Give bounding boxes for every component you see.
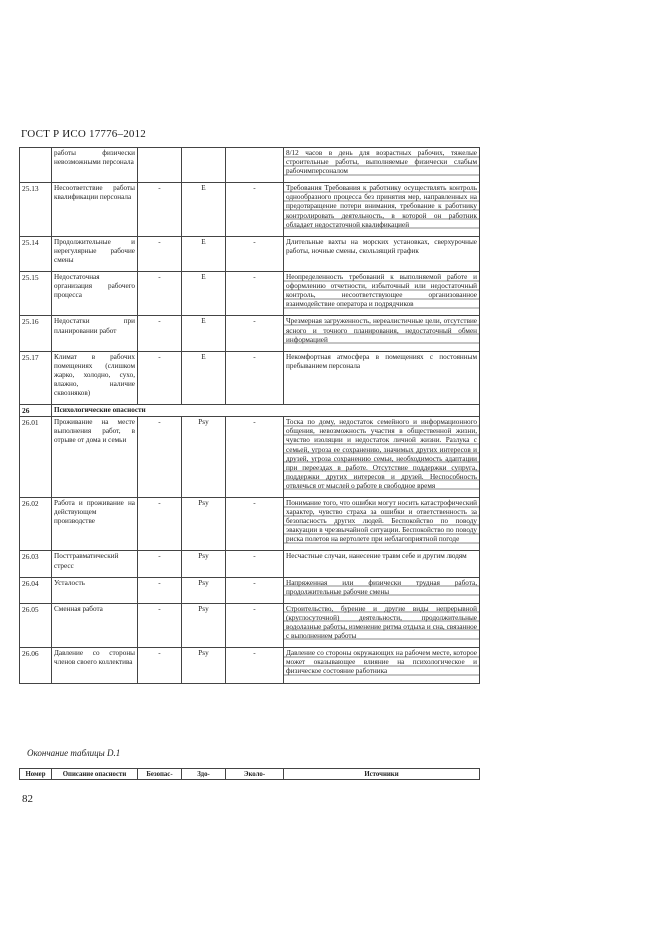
safety-cell: - bbox=[138, 498, 182, 551]
hazard-sources: Строительство, бурение и другие виды непрерывной (круглосуточной) деятельности, продолжительные водолазные работы, изменение ритма отдыха и сна, связанное с выполнением работы bbox=[284, 603, 480, 647]
safety-cell: - bbox=[138, 183, 182, 236]
header-safety: Безопас- bbox=[138, 769, 182, 780]
health-cell: Psy bbox=[182, 498, 226, 551]
hazard-sources: Давление со стороны окружающих на рабочем месте, которое может оказывающее влияние на психологическое и физическое состояние работника bbox=[284, 648, 480, 683]
hazard-description: Проживание на месте выполнения работ, в отрыве от дома и семьи bbox=[52, 417, 138, 498]
header-environment: Эколо- bbox=[226, 769, 284, 780]
hazard-description: Климат в рабочих помещениях (слишком жарко, холодно, сухо, влажно, наличие сквозняков) bbox=[52, 351, 138, 404]
hazard-sources: Некомфортная атмосфера в помещениях с постоянным пребыванием персонала bbox=[284, 351, 480, 404]
safety-cell: - bbox=[138, 236, 182, 271]
safety-cell: - bbox=[138, 316, 182, 351]
header-description: Описание опасности bbox=[52, 769, 138, 780]
environment-cell: - bbox=[226, 417, 284, 498]
table-row bbox=[20, 236, 480, 271]
row-number: 25.13 bbox=[20, 183, 52, 236]
health-cell: Psy bbox=[182, 603, 226, 647]
hazard-sources: Несчастные случаи, нанесение травм себе и другим людям bbox=[284, 551, 480, 577]
table-row bbox=[20, 551, 480, 577]
health-cell bbox=[182, 148, 226, 183]
health-cell: E bbox=[182, 183, 226, 236]
row-number: 26.02 bbox=[20, 498, 52, 551]
row-number: 26.03 bbox=[20, 551, 52, 577]
row-number: 25.16 bbox=[20, 316, 52, 351]
table-row bbox=[20, 272, 480, 316]
safety-cell: - bbox=[138, 551, 182, 577]
hazard-description: Недостатки при планировании работ bbox=[52, 316, 138, 351]
hazard-sources: Понимание того, что ошибки могут носить катастрофический характер, чувство страха за ошибки и ответственность за безопасность других людей. Беспокойство по поводу эвакуации в чрезвычайной ситуации. Беспокойство по поводу риска полетов на вертолете при неблагоприятной погоде bbox=[284, 498, 480, 551]
row-number: 26.04 bbox=[20, 577, 52, 603]
row-number: 26.01 bbox=[20, 417, 52, 498]
section-row bbox=[20, 405, 480, 417]
safety-cell: - bbox=[138, 272, 182, 316]
health-cell: Psy bbox=[182, 417, 226, 498]
row-number: 25.15 bbox=[20, 272, 52, 316]
environment-cell: - bbox=[226, 603, 284, 647]
header-sources: Источники bbox=[284, 769, 480, 780]
hazard-description: Продолжительные и нерегулярные рабочие смены bbox=[52, 236, 138, 271]
environment-cell bbox=[226, 148, 284, 183]
health-cell: E bbox=[182, 316, 226, 351]
table-row bbox=[20, 648, 480, 683]
header-number: Номер bbox=[20, 769, 52, 780]
environment-cell: - bbox=[226, 577, 284, 603]
environment-cell: - bbox=[226, 351, 284, 404]
hazard-description: Сменная работа bbox=[52, 603, 138, 647]
environment-cell: - bbox=[226, 236, 284, 271]
hazard-description: Усталость bbox=[52, 577, 138, 603]
environment-cell: - bbox=[226, 551, 284, 577]
table-row bbox=[20, 498, 480, 551]
hazard-description: работы физически невозможными персонала bbox=[52, 148, 138, 183]
health-cell: Psy bbox=[182, 577, 226, 603]
row-number bbox=[20, 148, 52, 183]
row-number: 25.17 bbox=[20, 351, 52, 404]
table-row bbox=[20, 183, 480, 236]
table-row bbox=[20, 417, 480, 498]
table-caption: Окончание таблицы D.1 bbox=[27, 748, 121, 758]
environment-cell: - bbox=[226, 183, 284, 236]
table-row bbox=[20, 351, 480, 404]
health-cell: E bbox=[182, 236, 226, 271]
hazard-sources: 8/12 часов в день для возрастных рабочих, тяжелые строительные работы, выполняемые физически слабым рабочимперсоналом bbox=[284, 148, 480, 183]
safety-cell: - bbox=[138, 577, 182, 603]
health-cell: Psy bbox=[182, 551, 226, 577]
safety-cell: - bbox=[138, 648, 182, 683]
hazard-description: Давление со стороны членов своего коллектива bbox=[52, 648, 138, 683]
row-number: 26.06 bbox=[20, 648, 52, 683]
page-number: 82 bbox=[22, 793, 33, 805]
table-row bbox=[20, 603, 480, 647]
hazard-sources: Неопределенность требований к выполняемой работе и оформлению отчетности, избыточный или недостаточный контроль, несоответствующее организованное взаимодействие оператора и подрядчиков bbox=[284, 272, 480, 316]
header-health: Здо- bbox=[182, 769, 226, 780]
hazard-description: Недостаточная организация рабочего процесса bbox=[52, 272, 138, 316]
table-row bbox=[20, 577, 480, 603]
hazards-table bbox=[19, 147, 480, 684]
row-number: 25.14 bbox=[20, 236, 52, 271]
page-header-title: ГОСТ Р ИСО 17776–2012 bbox=[21, 128, 147, 140]
environment-cell: - bbox=[226, 272, 284, 316]
safety-cell: - bbox=[138, 351, 182, 404]
environment-cell: - bbox=[226, 498, 284, 551]
health-cell: Psy bbox=[182, 648, 226, 683]
health-cell: E bbox=[182, 351, 226, 404]
hazard-description: Работа и проживание на действующем производстве bbox=[52, 498, 138, 551]
hazard-sources: Тоска по дому, недостаток семейного и информационного общения, невозможность участия в общественной жизни, чувство изоляции и недостаток личной жизни. Разлука с семьей, угроза ее сохранению, значимых других интересов и друзей, угроза сохранению семьи, необходимость адаптации при переездах в работе. Отсутствие поддержки супруга, поддержки других интересов и друзей. Неспособность отвлечься от мыслей о работе в свободное время bbox=[284, 417, 480, 498]
safety-cell bbox=[138, 148, 182, 183]
hazard-sources: Чрезмерная загруженность, нереалистичные цели, отсутствие ясного и точного планирования, недостаточный обмен информацией bbox=[284, 316, 480, 351]
hazard-sources: Требования Требования к работнику осуществлять контроль однообразного процесса без принятия мер, направленных на предотвращение потери внимания, требование к работнику контролировать деятельность, в которой он работник обладает недостаточной квалификацией bbox=[284, 183, 480, 236]
environment-cell: - bbox=[226, 316, 284, 351]
hazard-sources: Длительные вахты на морских установках, сверхурочные работы, ночные смены, скользящий график bbox=[284, 236, 480, 271]
safety-cell: - bbox=[138, 417, 182, 498]
table-row bbox=[20, 316, 480, 351]
hazard-description: Несоответствие работы квалификации персонала bbox=[52, 183, 138, 236]
health-cell: E bbox=[182, 272, 226, 316]
hazard-sources: Напряженная или физически трудная работа, продолжительные рабочие смены bbox=[284, 577, 480, 603]
section-number: 26 bbox=[20, 405, 52, 417]
environment-cell: - bbox=[226, 648, 284, 683]
section-title: Психологические опасности bbox=[52, 405, 480, 417]
row-number: 26.05 bbox=[20, 603, 52, 647]
safety-cell: - bbox=[138, 603, 182, 647]
hazard-description: Посттравматический стресс bbox=[52, 551, 138, 577]
table-row bbox=[20, 148, 480, 183]
table-continuation-header bbox=[19, 768, 480, 780]
